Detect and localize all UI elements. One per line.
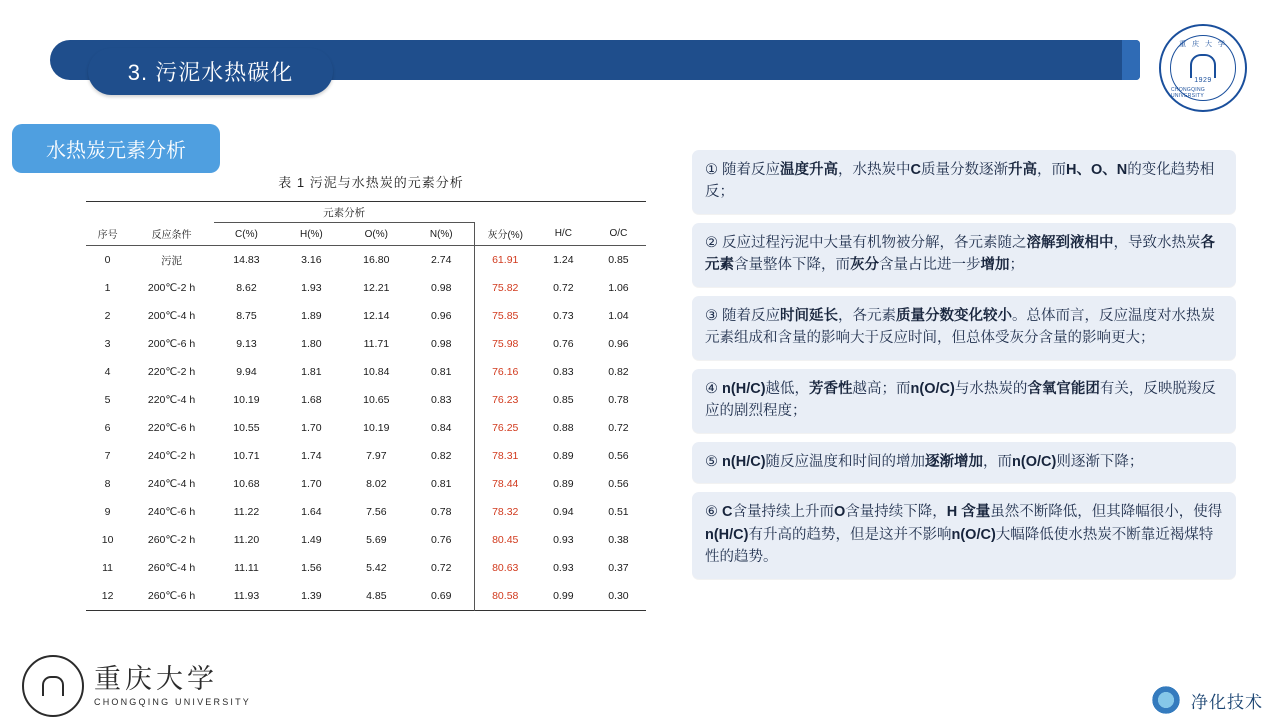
cell-no: 7 (104, 450, 111, 462)
cell-ash: 78.31 (474, 442, 536, 470)
logo-year: 1929 (1194, 77, 1212, 84)
cell-hc: 0.93 (553, 562, 574, 574)
cell-condition: 260℃-6 h (147, 590, 196, 602)
cell-oc: 0.37 (608, 562, 629, 574)
cell-oc: 0.56 (608, 450, 629, 462)
cell-condition: 220℃-4 h (147, 394, 196, 406)
cell-hc: 0.88 (553, 422, 574, 434)
cell-no: 3 (104, 338, 111, 350)
cell-ash: 78.32 (474, 498, 536, 526)
cell-ash: 80.45 (474, 526, 536, 554)
cell-oc: 1.04 (608, 310, 629, 322)
cell-oc: 0.51 (608, 506, 629, 518)
cell-n: 0.72 (431, 562, 452, 574)
cell-n: 0.69 (431, 590, 452, 602)
table-row (86, 442, 646, 470)
cell-ash: 61.91 (474, 246, 536, 275)
cell-hc: 0.85 (553, 394, 574, 406)
cell-oc: 0.85 (608, 254, 629, 266)
cell-n: 0.84 (431, 422, 452, 434)
cell-h: 1.80 (301, 338, 322, 350)
cell-condition: 240℃-6 h (147, 506, 196, 518)
cell-hc: 0.83 (553, 366, 574, 378)
cell-condition: 220℃-2 h (147, 366, 196, 378)
cell-h: 1.56 (301, 562, 322, 574)
table-row (86, 526, 646, 554)
cell-n: 0.82 (431, 450, 452, 462)
cell-ash: 80.58 (474, 582, 536, 611)
water-drop-icon (1149, 685, 1183, 715)
cell-oc: 0.96 (608, 338, 629, 350)
table-row (86, 330, 646, 358)
note-item: ③ 随着反应时间延长，各元素质量分数变化较小。总体而言，反应温度对水热炭元素组成和含量的影响大于反应时间，但总体受灰分含量的影响更大； (692, 296, 1236, 360)
header-spacer-ash (474, 202, 536, 223)
cell-oc: 0.30 (608, 590, 629, 602)
cell-no: 1 (104, 282, 111, 294)
cell-o: 10.65 (363, 394, 390, 406)
page-title: 3. 污泥水热碳化 (127, 60, 294, 85)
cell-condition: 260℃-4 h (147, 562, 196, 574)
table-body (86, 246, 646, 611)
cell-oc: 0.72 (608, 422, 629, 434)
logo-bottom-text: CHONGQING UNIVERSITY (1171, 87, 1206, 99)
cell-no: 4 (104, 366, 111, 378)
cell-n: 2.74 (431, 254, 452, 266)
cell-hc: 0.94 (553, 506, 574, 518)
table-header-group-row (86, 202, 646, 223)
cell-ash: 80.63 (474, 554, 536, 582)
cell-h: 1.74 (301, 450, 322, 462)
header-c: C(%) (235, 228, 258, 240)
table-row (86, 554, 646, 582)
cell-oc: 0.78 (608, 394, 629, 406)
element-analysis-table-block (86, 172, 656, 611)
table-row (86, 386, 646, 414)
element-analysis-table (86, 201, 646, 611)
footer-university-logo (22, 655, 251, 717)
cell-n: 0.83 (431, 394, 452, 406)
cell-n: 0.98 (431, 338, 452, 350)
cell-c: 14.83 (233, 254, 260, 266)
cell-oc: 0.38 (608, 534, 629, 546)
note-item: ④ n(H/C)越低，芳香性越高；而n(O/C)与水热炭的含氧官能团有关，反映脱羧反应的剧烈程度； (692, 369, 1236, 433)
table-row (86, 414, 646, 442)
cell-n: 0.98 (431, 282, 452, 294)
cell-h: 1.70 (301, 478, 322, 490)
cell-oc: 0.56 (608, 478, 629, 490)
cell-condition: 240℃-4 h (147, 478, 196, 490)
university-logo-icon (1159, 24, 1247, 112)
footer-university-cn: 重庆大学 (94, 663, 218, 694)
cell-hc: 1.24 (553, 254, 574, 266)
cell-o: 12.21 (363, 282, 390, 294)
cell-hc: 0.89 (553, 478, 574, 490)
notes-list (692, 150, 1236, 588)
cell-o: 7.97 (366, 450, 387, 462)
cell-c: 11.20 (233, 534, 260, 546)
footer-seal-icon (22, 655, 84, 717)
note-item: ⑥ C含量持续上升而O含量持续下降，H 含量虽然不断降低，但其降幅很小，使得n(H/C)有升高的趋势，但是这并不影响n(O/C)大幅降低使水热炭不断靠近褐煤特性的趋势。 (692, 492, 1236, 578)
cell-o: 5.69 (366, 534, 387, 546)
cell-condition: 260℃-2 h (147, 534, 196, 546)
footer-gate-icon (42, 676, 64, 696)
cell-hc: 0.89 (553, 450, 574, 462)
cell-no: 10 (101, 534, 114, 546)
footer-university-en: CHONGQING UNIVERSITY (94, 696, 252, 707)
cell-h: 1.64 (301, 506, 322, 518)
note-item: ⑤ n(H/C)随反应温度和时间的增加逐渐增加，而n(O/C)则逐渐下降； (692, 442, 1236, 483)
table-header-row (86, 223, 646, 246)
header-spacer-hc (536, 202, 591, 223)
cell-ash: 78.44 (474, 470, 536, 498)
cell-c: 10.71 (233, 450, 260, 462)
table-row (86, 582, 646, 611)
cell-c: 10.55 (233, 422, 260, 434)
cell-h: 3.16 (301, 254, 322, 266)
cell-h: 1.93 (301, 282, 322, 294)
header-spacer-oc (591, 202, 646, 223)
header-spacer-cond (129, 202, 214, 223)
cell-c: 10.68 (233, 478, 260, 490)
cell-no: 8 (104, 478, 111, 490)
cell-condition: 污泥 (161, 254, 183, 267)
table-row (86, 358, 646, 386)
cell-ash: 75.85 (474, 302, 536, 330)
table-row (86, 302, 646, 330)
header-hc: H/C (554, 228, 572, 240)
cell-ash: 75.82 (474, 274, 536, 302)
cell-c: 9.13 (236, 338, 257, 350)
cell-oc: 0.82 (608, 366, 629, 378)
cell-ash: 76.16 (474, 358, 536, 386)
cell-c: 10.19 (233, 394, 260, 406)
header-spacer-no (86, 202, 129, 223)
cell-o: 12.14 (363, 310, 390, 322)
cell-no: 6 (104, 422, 111, 434)
cell-hc: 0.73 (553, 310, 574, 322)
header-condition: 反应条件 (151, 230, 192, 242)
cell-c: 8.62 (236, 282, 257, 294)
cell-c: 11.22 (233, 506, 260, 518)
header-ash: 灰分(%) (474, 223, 536, 246)
section-label: 水热炭元素分析 (12, 124, 220, 173)
header-o: O(%) (364, 228, 388, 240)
cell-h: 1.89 (301, 310, 322, 322)
cell-n: 0.96 (431, 310, 452, 322)
cell-h: 1.49 (301, 534, 322, 546)
header-no: 序号 (97, 230, 118, 242)
cell-condition: 200℃-6 h (147, 338, 196, 350)
cell-ash: 76.25 (474, 414, 536, 442)
header-h: H(%) (299, 228, 323, 240)
cell-c: 11.93 (233, 590, 260, 602)
table-caption: 表 1 污泥与水热炭的元素分析 (278, 175, 464, 190)
header-oc: O/C (609, 228, 628, 240)
cell-h: 1.70 (301, 422, 322, 434)
table-row (86, 246, 646, 275)
note-item: ② 反应过程污泥中大量有机物被分解，各元素随之溶解到液相中，导致水热炭各元素含量整体下降，而灰分含量占比进一步增加； (692, 223, 1236, 287)
cell-h: 1.39 (301, 590, 322, 602)
cell-o: 10.84 (363, 366, 390, 378)
cell-condition: 220℃-6 h (147, 422, 196, 434)
cell-ash: 75.98 (474, 330, 536, 358)
cell-no: 0 (104, 254, 111, 266)
cell-no: 9 (104, 506, 111, 518)
cell-o: 11.71 (363, 338, 390, 350)
cell-no: 11 (102, 562, 114, 574)
cell-no: 5 (104, 394, 111, 406)
cell-o: 5.42 (366, 562, 387, 574)
cell-no: 12 (101, 590, 114, 602)
cell-n: 0.81 (431, 478, 452, 490)
cell-n: 0.78 (431, 506, 452, 518)
cell-h: 1.68 (301, 394, 322, 406)
cell-o: 10.19 (363, 422, 390, 434)
cell-oc: 1.06 (608, 282, 629, 294)
footer-brand (1149, 685, 1263, 715)
cell-o: 7.56 (366, 506, 387, 518)
cell-hc: 0.72 (553, 282, 574, 294)
cell-hc: 0.93 (553, 534, 574, 546)
cell-c: 8.75 (236, 310, 257, 322)
cell-ash: 76.23 (474, 386, 536, 414)
header-title-pill (88, 48, 333, 95)
note-item: ① 随着反应温度升高，水热炭中C质量分数逐渐升高，而H、O、N的变化趋势相反； (692, 150, 1236, 214)
table-row (86, 470, 646, 498)
table-head (86, 202, 646, 246)
cell-no: 2 (104, 310, 111, 322)
logo-gate-icon (1190, 54, 1216, 78)
cell-c: 11.11 (234, 562, 259, 574)
cell-hc: 0.76 (553, 338, 574, 350)
cell-n: 0.81 (431, 366, 452, 378)
cell-condition: 200℃-2 h (147, 282, 196, 294)
table-row (86, 274, 646, 302)
cell-o: 8.02 (366, 478, 387, 490)
cell-hc: 0.99 (553, 590, 574, 602)
header-group-element-analysis: 元素分析 (214, 202, 474, 223)
cell-o: 4.85 (366, 590, 387, 602)
cell-h: 1.81 (301, 366, 322, 378)
logo-top-text: 重 庆 大 学 (1179, 41, 1227, 48)
footer-brand-text: 净化技术 (1191, 692, 1263, 712)
cell-o: 16.80 (363, 254, 390, 266)
cell-condition: 240℃-2 h (147, 450, 196, 462)
cell-c: 9.94 (236, 366, 257, 378)
cell-condition: 200℃-4 h (147, 310, 196, 322)
cell-n: 0.76 (431, 534, 452, 546)
table-row (86, 498, 646, 526)
header-n: N(%) (429, 228, 453, 240)
